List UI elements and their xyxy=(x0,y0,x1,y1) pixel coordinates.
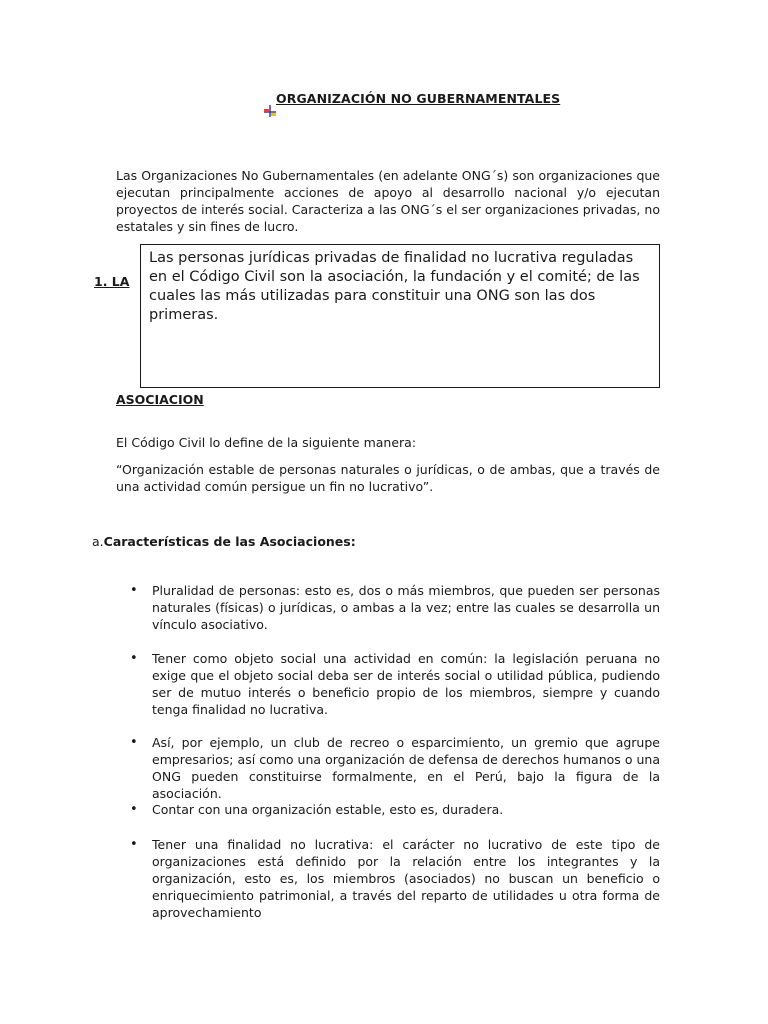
bullet-dot: • xyxy=(130,583,138,598)
list-item: Tener una finalidad no lucrativa: el carácter no lucrativo de este tipo de organizaciones está definido por la relación entre los integrantes y la organización, esto es, los miembros (asociados) no buscan un beneficio o enriquecimiento patrimonial, a través del reparto de utilidades u otra forma de aprovechamiento xyxy=(152,837,660,920)
definition-quote: “Organización estable de personas naturales o jurídicas, o de ambas, que a través de una actividad común persigue un fin no lucrativo”. xyxy=(116,462,660,494)
section-number-label: 1. LA xyxy=(94,274,130,289)
asociacion-heading: ASOCIACION xyxy=(116,392,204,407)
bullet-dot: • xyxy=(130,802,138,817)
definition-intro: El Código Civil lo define de la siguiente manera: xyxy=(116,435,417,450)
list-item: Pluralidad de personas: esto es, dos o más miembros, que pueden ser personas naturales (físicas) o jurídicas, o ambas a la vez; entre las cuales se desarrolla un vínculo asociativo. xyxy=(152,583,660,632)
bullet-dot: • xyxy=(130,735,138,750)
text-box-content: Las personas jurídicas privadas de finalidad no lucrativa reguladas en el Código Civil son la asociación, la fundación y el comité; de las cuales las más utilizadas para constituir una ONG son las dos primeras. xyxy=(149,250,640,323)
list-item: Contar con una organización estable, esto es, duradera. xyxy=(152,802,504,817)
text-box xyxy=(140,244,660,388)
document-title: ORGANIZACIÓN NO GUBERNAMENTALES xyxy=(276,91,561,106)
list-item: Así, por ejemplo, un club de recreo o esparcimiento, un gremio que agrupe empresarios; así como una organización de defensa de derechos humanos o una ONG pueden constituirse formalmente, en el Perú, bajo la figura de la asociación. xyxy=(152,735,660,801)
characteristics-label: a. xyxy=(92,534,104,549)
characteristics-title: Características de las Asociaciones: xyxy=(103,534,356,549)
bullet-dot: • xyxy=(130,837,138,852)
characteristics-heading xyxy=(92,534,356,549)
intro-paragraph: Las Organizaciones No Gubernamentales (en adelante ONG´s) son organizaciones que ejecutan principalmente acciones de apoyo al desarrollo nacional y/o ejecutan proyectos de interés social. Caracteriza a las ONG´s el ser organizaciones privadas, no estatales y sin fines de lucro. xyxy=(116,168,660,234)
bullet-dot: • xyxy=(130,651,138,666)
anchor-marker-icon xyxy=(263,104,277,118)
list-item: Tener como objeto social una actividad en común: la legislación peruana no exige que el objeto social deba ser de interés social o utilidad pública, pudiendo ser de mutuo interés o beneficio propio de los miembros, siempre y cuando tenga finalidad no lucrativa. xyxy=(152,651,660,717)
